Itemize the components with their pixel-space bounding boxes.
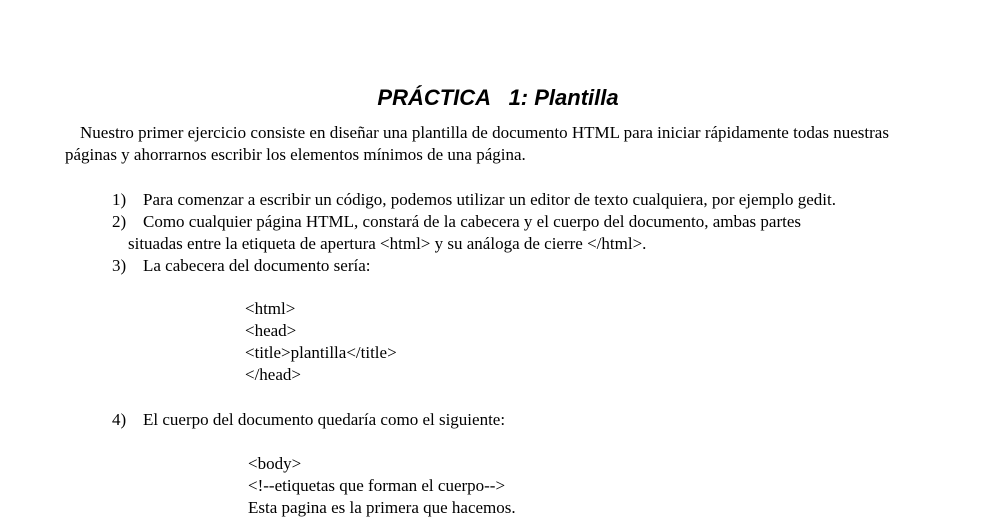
list-item-number: 3) (112, 256, 127, 275)
code-line: <html> (245, 299, 296, 318)
code-line: </head> (245, 365, 301, 384)
list-item-text: La cabecera del documento sería: (143, 256, 371, 275)
page-title: PRÁCTICA 1: Plantilla (377, 85, 619, 110)
code-line: <title>plantilla</title> (245, 343, 397, 362)
code-line: <head> (245, 321, 297, 340)
list-item-text: Para comenzar a escribir un código, podemos utilizar un editor de texto cualquiera, por ejemplo gedit. (143, 190, 836, 209)
intro-paragraph: Nuestro primer ejercicio consiste en diseñar una plantilla de documento HTML para iniciar rápidamente todas nuestras páginas y ahorrarnos escribir los elementos mínimos de una página. (65, 123, 889, 164)
list-item-2-continuation: situadas entre la etiqueta de apertura <html> y su análoga de cierre </html>. (128, 234, 647, 253)
code-line: <!--etiquetas que forman el cuerpo--> (248, 476, 506, 495)
code-line: <body> (248, 454, 302, 473)
list-item-text: Como cualquier página HTML, constará de la cabecera y el cuerpo del documento, ambas partes (143, 212, 802, 231)
list-item-number: 2) (112, 212, 127, 231)
code-line: Esta pagina es la primera que hacemos. (248, 498, 516, 517)
list-item-number: 1) (112, 190, 127, 209)
list-item-number: 4) (112, 410, 127, 429)
list-item-text: El cuerpo del documento quedaría como el siguiente: (143, 410, 506, 429)
